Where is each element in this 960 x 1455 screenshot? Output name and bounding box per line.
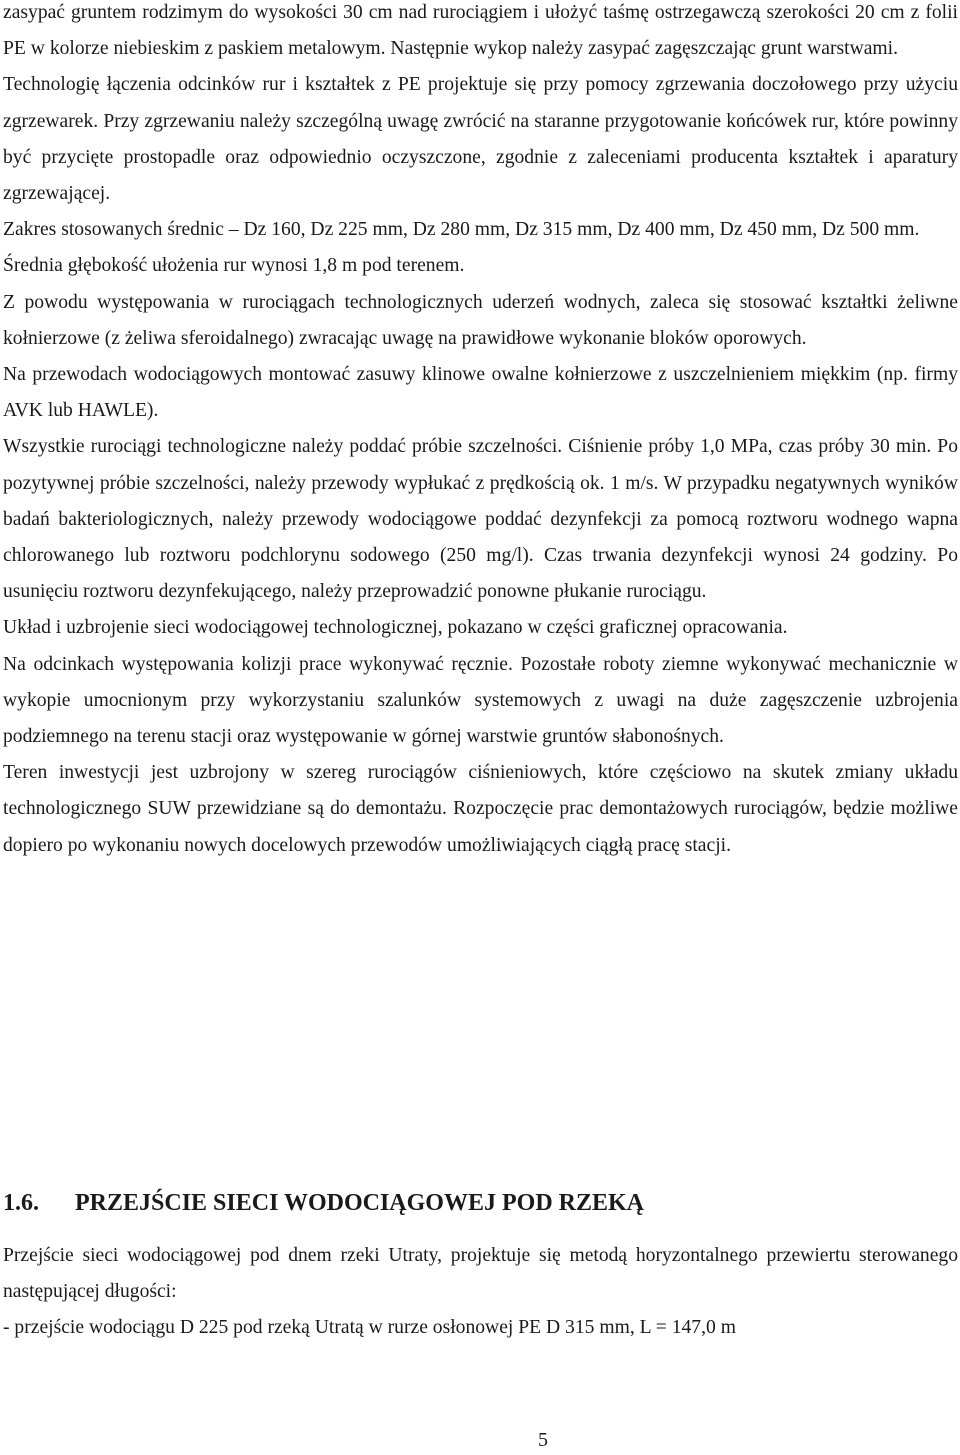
section-heading [3,1185,958,1221]
paragraph-pressure-test: Wszystkie rurociągi technologiczne należy poddać próbie szczelności. Ciśnienie próby 1,0 MPa, czas próby 30 min. Po pozytywnej próbie szczelności, należy przewody wypłukać z prędkością ok. 1 m/s. W przypadku negatywnych wyników badań bakteriologicznych, należy przewody wodociągowe poddać dezynfekcji za pomocą roztworu wodnego wapna chlorowanego lub roztworu podchlorynu sodowego (250 mg/l). Czas trwania dezynfekcji wynosi 24 godziny. Po usunięciu roztworu dezynfekującego, należy przeprowadzić ponowne płukanie rurociągu. [3,436,958,603]
section-text [3,1238,958,1347]
body-text [3,0,958,864]
paragraph-river-crossing: Przejście sieci wodociągowej pod dnem rzeki Utraty, projektuje się metodą horyzontalnego przewiertu sterowanego następującej długości: [3,1245,958,1303]
paragraph-layout-reference: Układ i uzbrojenie sieci wodociągowej technologicznej, pokazano w części graficznej opracowania. [3,617,788,639]
section-title: PRZEJŚCIE SIECI WODOCIĄGOWEJ POD RZEKĄ [75,1190,644,1216]
paragraph-backfill: zasypać gruntem rodzimym do wysokości 30 cm nad rurociągiem i ułożyć taśmę ostrzegawczą szerokości 20 cm z folii PE w kolorze niebieskim z paskiem metalowym. Następnie wykop należy zasypać zagęszczając grunt warstwami. [3,2,958,60]
paragraph-cast-iron-fittings: Z powodu występowania w rurociągach technologicznych uderzeń wodnych, zaleca się stosować kształtki żeliwne kołnierzowe (z żeliwa sferoidalnego) zwracając uwagę na prawidłowe wykonanie bloków oporowych. [3,291,958,349]
paragraph-diameter-range: Zakres stosowanych średnic – Dz 160, Dz 225 mm, Dz 280 mm, Dz 315 mm, Dz 400 mm, Dz 450 mm, Dz 500 mm. [3,219,920,241]
paragraph-collision-works: Na odcinkach występowania kolizji prace wykonywać ręcznie. Pozostałe roboty ziemne wykonywać mechanicznie w wykopie umocnionym przy wykorzystaniu szalunków systemowych z uwagi na duże zagęszczenie uzbrojenia podziemnego na terenu stacji oraz występowanie w górnej warstwie gruntów słabonośnych. [3,653,958,748]
paragraph-existing-pipelines: Teren inwestycji jest uzbrojony w szereg rurociągów ciśnieniowych, które częściowo na skutek zmiany układu technologicznego SUW przewidziane są do demontażu. Rozpoczęcie prac demontażowych rurociągów, będzie możliwe dopiero po wykonaniu nowych docelowych przewodów umożliwiających ciągłą pracę stacji. [3,762,958,856]
paragraph-gate-valves: Na przewodach wodociągowych montować zasuwy klinowe owalne kołnierzowe z uszczelnieniem miękkim (np. firmy AVK lub HAWLE). [3,364,958,422]
section-number: 1.6. [3,1190,39,1216]
paragraph-welding-technology: Technologię łączenia odcinków rur i kształtek z PE projektuje się przy pomocy zgrzewania doczołowego przy użyciu zgrzewarek. Przy zgrzewaniu należy szczególną uwagę zwrócić na staranne przygotowanie końcówek rur, które powinny być przycięte prostopadle oraz odpowiednio oczyszczone, zgodnie z zaleceniami producenta kształtek i aparatury zgrzewającej. [3,74,958,205]
page-number: 5 [538,1429,548,1451]
paragraph-laying-depth: Średnia głębokość ułożenia rur wynosi 1,8 m pod terenem. [3,255,465,277]
paragraph-crossing-item: - przejście wodociągu D 225 pod rzeką Utratą w rurze osłonowej PE D 315 mm, L = 147,0 m [3,1317,736,1339]
